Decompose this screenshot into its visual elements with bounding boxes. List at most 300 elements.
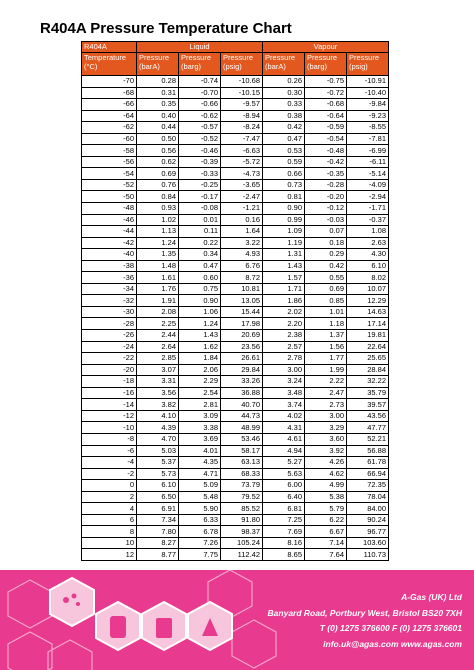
footer-banner [0, 570, 474, 670]
company-address: Banyard Road, Portbury West, Bristol BS20 7XH [267, 607, 462, 618]
vapour-bara-cell: 3.74 [263, 399, 305, 411]
table-row [82, 306, 389, 318]
vapour-bara-cell: 0.90 [263, 203, 305, 215]
liquid-psig-cell: 68.33 [221, 468, 263, 480]
vapour-psig-cell: 17.14 [347, 318, 389, 330]
vapour-bara-cell: 8.16 [263, 537, 305, 549]
cylinder-icon [110, 616, 126, 638]
liquid-barg-cell: -0.70 [179, 87, 221, 99]
temperature-cell: -50 [82, 191, 137, 203]
vapour-barg-cell: -0.20 [305, 191, 347, 203]
liquid-psig-cell: -4.73 [221, 168, 263, 180]
table-row [82, 87, 389, 99]
table-row [82, 387, 389, 399]
vapour-psig-cell: 12.29 [347, 295, 389, 307]
vapour-bara-cell: 7.25 [263, 514, 305, 526]
liquid-psig-cell: 1.64 [221, 226, 263, 238]
liquid-psig-cell: 63.13 [221, 457, 263, 469]
liquid-bara-cell: 0.93 [137, 203, 179, 215]
temperature-cell: -12 [82, 410, 137, 422]
liquid-bara-cell: 3.56 [137, 387, 179, 399]
liquid-barg-cell: 0.11 [179, 226, 221, 238]
liquid-bara-cell: 0.56 [137, 145, 179, 157]
temperature-cell: -38 [82, 260, 137, 272]
table-row [82, 399, 389, 411]
page-title: R404A Pressure Temperature Chart [40, 20, 292, 37]
temperature-cell: 6 [82, 514, 137, 526]
table-row [82, 410, 389, 422]
temperature-cell: -42 [82, 237, 137, 249]
vapour-psig-cell: 66.94 [347, 468, 389, 480]
vapour-psig-cell: 78.04 [347, 491, 389, 503]
vapour-psig-cell: 43.56 [347, 410, 389, 422]
liquid-psig-cell: 17.98 [221, 318, 263, 330]
column-header-temperature: Temperature (°C) [82, 53, 137, 76]
liquid-bara-cell: 0.31 [137, 87, 179, 99]
vapour-barg-cell: 1.18 [305, 318, 347, 330]
vapour-barg-cell: -0.64 [305, 110, 347, 122]
vapour-bara-cell: 2.20 [263, 318, 305, 330]
vapour-barg-cell: 1.56 [305, 341, 347, 353]
temperature-cell: -56 [82, 156, 137, 168]
temperature-cell: -22 [82, 353, 137, 365]
vapour-bara-cell: 1.71 [263, 283, 305, 295]
vapour-barg-cell: -0.68 [305, 99, 347, 111]
vapour-psig-cell: 90.24 [347, 514, 389, 526]
liquid-barg-cell: -0.62 [179, 110, 221, 122]
vapour-psig-cell: 32.22 [347, 376, 389, 388]
vapour-barg-cell: 7.64 [305, 549, 347, 561]
table-row [82, 480, 389, 492]
liquid-barg-cell: 1.62 [179, 341, 221, 353]
temperature-cell: 12 [82, 549, 137, 561]
temperature-cell: -16 [82, 387, 137, 399]
table-row [82, 364, 389, 376]
column-header-vapour-psig: Pressure (psig) [347, 53, 389, 76]
vapour-bara-cell: 6.81 [263, 503, 305, 515]
liquid-bara-cell: 1.76 [137, 283, 179, 295]
liquid-bara-cell: 1.48 [137, 260, 179, 272]
table-row [82, 376, 389, 388]
vapour-bara-cell: 0.26 [263, 76, 305, 88]
liquid-psig-cell: -9.57 [221, 99, 263, 111]
liquid-barg-cell: 5.48 [179, 491, 221, 503]
vapour-psig-cell: -0.37 [347, 214, 389, 226]
vapour-barg-cell: 2.73 [305, 399, 347, 411]
liquid-barg-cell: -0.17 [179, 191, 221, 203]
vapour-barg-cell: -0.59 [305, 122, 347, 134]
liquid-psig-cell: 13.05 [221, 295, 263, 307]
liquid-barg-cell: -0.66 [179, 99, 221, 111]
temperature-cell: -60 [82, 133, 137, 145]
liquid-psig-cell: 98.37 [221, 526, 263, 538]
vapour-psig-cell: 39.57 [347, 399, 389, 411]
vapour-bara-cell: 2.38 [263, 330, 305, 342]
vapour-bara-cell: 5.63 [263, 468, 305, 480]
column-header-liquid-bara: Pressure (barA) [137, 53, 179, 76]
table-row [82, 272, 389, 284]
table-row [82, 76, 389, 88]
liquid-psig-cell: 44.73 [221, 410, 263, 422]
liquid-psig-cell: 0.16 [221, 214, 263, 226]
table-row [82, 503, 389, 515]
vapour-psig-cell: 2.63 [347, 237, 389, 249]
vapour-bara-cell: 0.30 [263, 87, 305, 99]
liquid-psig-cell: 6.76 [221, 260, 263, 272]
liquid-bara-cell: 0.69 [137, 168, 179, 180]
liquid-psig-cell: 4.93 [221, 249, 263, 261]
liquid-psig-cell: 10.81 [221, 283, 263, 295]
table-row [82, 133, 389, 145]
liquid-bara-cell: 5.73 [137, 468, 179, 480]
temperature-cell: -48 [82, 203, 137, 215]
table-row [82, 203, 389, 215]
vapour-bara-cell: 0.99 [263, 214, 305, 226]
table-row [82, 237, 389, 249]
column-header-liquid-barg: Pressure (barg) [179, 53, 221, 76]
liquid-psig-cell: 48.99 [221, 422, 263, 434]
vapour-barg-cell: 2.47 [305, 387, 347, 399]
vapour-barg-cell: 0.18 [305, 237, 347, 249]
temperature-cell: -26 [82, 330, 137, 342]
temperature-cell: -68 [82, 87, 137, 99]
table-row [82, 491, 389, 503]
vapour-barg-cell: 1.77 [305, 353, 347, 365]
vapour-barg-cell: 5.38 [305, 491, 347, 503]
column-header-vapour-barg: Pressure (barg) [305, 53, 347, 76]
vapour-psig-cell: 56.88 [347, 445, 389, 457]
liquid-group-header: Liquid [137, 42, 263, 53]
table-row [82, 99, 389, 111]
liquid-bara-cell: 4.70 [137, 433, 179, 445]
liquid-bara-cell: 0.50 [137, 133, 179, 145]
liquid-psig-cell: 33.26 [221, 376, 263, 388]
temperature-cell: -62 [82, 122, 137, 134]
vapour-bara-cell: 2.78 [263, 353, 305, 365]
table-row [82, 110, 389, 122]
liquid-barg-cell: 4.01 [179, 445, 221, 457]
liquid-psig-cell: -3.65 [221, 179, 263, 191]
temperature-cell: -8 [82, 433, 137, 445]
vapour-barg-cell: -0.48 [305, 145, 347, 157]
liquid-barg-cell: -0.39 [179, 156, 221, 168]
liquid-psig-cell: 85.52 [221, 503, 263, 515]
liquid-barg-cell: -0.52 [179, 133, 221, 145]
vapour-psig-cell: -1.71 [347, 203, 389, 215]
temperature-cell: -24 [82, 341, 137, 353]
vapour-group-header: Vapour [263, 42, 389, 53]
liquid-psig-cell: 40.70 [221, 399, 263, 411]
liquid-barg-cell: 2.54 [179, 387, 221, 399]
temperature-cell: -58 [82, 145, 137, 157]
vapour-bara-cell: 0.47 [263, 133, 305, 145]
vapour-barg-cell: -0.12 [305, 203, 347, 215]
vapour-barg-cell: 3.60 [305, 433, 347, 445]
liquid-barg-cell: -0.25 [179, 179, 221, 191]
vapour-psig-cell: -10.91 [347, 76, 389, 88]
vapour-bara-cell: 3.48 [263, 387, 305, 399]
temperature-cell: -30 [82, 306, 137, 318]
liquid-bara-cell: 1.24 [137, 237, 179, 249]
table-row [82, 330, 389, 342]
vapour-bara-cell: 3.00 [263, 364, 305, 376]
table-row [82, 226, 389, 238]
temperature-cell: -52 [82, 179, 137, 191]
liquid-psig-cell: -7.47 [221, 133, 263, 145]
vapour-barg-cell: 0.85 [305, 295, 347, 307]
vapour-psig-cell: 110.73 [347, 549, 389, 561]
company-email-web: info.uk@agas.com www.agas.com [323, 638, 462, 649]
vapour-psig-cell: 25.65 [347, 353, 389, 365]
table-row [82, 457, 389, 469]
vapour-barg-cell: -0.75 [305, 76, 347, 88]
vapour-barg-cell: 4.99 [305, 480, 347, 492]
liquid-bara-cell: 1.13 [137, 226, 179, 238]
vapour-barg-cell: 1.01 [305, 306, 347, 318]
liquid-barg-cell: 3.09 [179, 410, 221, 422]
liquid-barg-cell: 2.06 [179, 364, 221, 376]
liquid-bara-cell: 2.64 [137, 341, 179, 353]
temperature-cell: -10 [82, 422, 137, 434]
liquid-barg-cell: 2.29 [179, 376, 221, 388]
table-row [82, 433, 389, 445]
liquid-bara-cell: 6.10 [137, 480, 179, 492]
vapour-barg-cell: 0.69 [305, 283, 347, 295]
liquid-barg-cell: 0.47 [179, 260, 221, 272]
temperature-cell: -4 [82, 457, 137, 469]
table-row [82, 260, 389, 272]
liquid-psig-cell: 105.24 [221, 537, 263, 549]
vapour-barg-cell: 0.29 [305, 249, 347, 261]
liquid-psig-cell: -8.94 [221, 110, 263, 122]
vapour-bara-cell: 1.19 [263, 237, 305, 249]
table-row [82, 468, 389, 480]
vapour-psig-cell: 96.77 [347, 526, 389, 538]
contact-block [268, 590, 462, 652]
liquid-bara-cell: 0.62 [137, 156, 179, 168]
liquid-bara-cell: 8.77 [137, 549, 179, 561]
liquid-bara-cell: 0.84 [137, 191, 179, 203]
vapour-bara-cell: 0.33 [263, 99, 305, 111]
vapour-bara-cell: 1.43 [263, 260, 305, 272]
liquid-bara-cell: 0.40 [137, 110, 179, 122]
vapour-psig-cell: -9.84 [347, 99, 389, 111]
liquid-bara-cell: 5.37 [137, 457, 179, 469]
liquid-bara-cell: 7.34 [137, 514, 179, 526]
table-row [82, 514, 389, 526]
liquid-barg-cell: 6.33 [179, 514, 221, 526]
liquid-bara-cell: 2.08 [137, 306, 179, 318]
table-row [82, 179, 389, 191]
liquid-psig-cell: 73.79 [221, 480, 263, 492]
vapour-bara-cell: 6.40 [263, 491, 305, 503]
table-row [82, 295, 389, 307]
vapour-barg-cell: 0.07 [305, 226, 347, 238]
liquid-barg-cell: 5.09 [179, 480, 221, 492]
temperature-cell: -54 [82, 168, 137, 180]
temperature-cell: -70 [82, 76, 137, 88]
vapour-barg-cell: 2.22 [305, 376, 347, 388]
temperature-cell: -18 [82, 376, 137, 388]
vapour-psig-cell: 4.30 [347, 249, 389, 261]
temperature-cell: -28 [82, 318, 137, 330]
vapour-psig-cell: -2.94 [347, 191, 389, 203]
table-row [82, 341, 389, 353]
temperature-cell: -40 [82, 249, 137, 261]
snowflake-icon [63, 597, 69, 603]
liquid-psig-cell: -10.68 [221, 76, 263, 88]
temperature-cell: -44 [82, 226, 137, 238]
vapour-psig-cell: 35.79 [347, 387, 389, 399]
liquid-bara-cell: 0.28 [137, 76, 179, 88]
liquid-bara-cell: 1.02 [137, 214, 179, 226]
liquid-bara-cell: 6.91 [137, 503, 179, 515]
temperature-cell: 10 [82, 537, 137, 549]
liquid-bara-cell: 0.44 [137, 122, 179, 134]
temperature-cell: -2 [82, 468, 137, 480]
liquid-bara-cell: 1.35 [137, 249, 179, 261]
liquid-bara-cell: 6.50 [137, 491, 179, 503]
column-header-vapour-bara: Pressure (barA) [263, 53, 305, 76]
vapour-psig-cell: 22.64 [347, 341, 389, 353]
vapour-bara-cell: 0.66 [263, 168, 305, 180]
temperature-cell: 4 [82, 503, 137, 515]
liquid-barg-cell: 0.75 [179, 283, 221, 295]
vapour-barg-cell: 4.62 [305, 468, 347, 480]
liquid-psig-cell: 36.88 [221, 387, 263, 399]
liquid-psig-cell: 79.52 [221, 491, 263, 503]
vapour-barg-cell: 1.37 [305, 330, 347, 342]
liquid-barg-cell: 0.60 [179, 272, 221, 284]
pressure-temperature-table [81, 41, 389, 561]
vapour-psig-cell: 72.35 [347, 480, 389, 492]
vapour-psig-cell: 8.02 [347, 272, 389, 284]
table-row [82, 283, 389, 295]
liquid-barg-cell: 1.24 [179, 318, 221, 330]
liquid-barg-cell: 7.75 [179, 549, 221, 561]
vapour-barg-cell: -0.35 [305, 168, 347, 180]
liquid-barg-cell: -0.57 [179, 122, 221, 134]
liquid-psig-cell: -2.47 [221, 191, 263, 203]
liquid-psig-cell: 20.69 [221, 330, 263, 342]
vapour-bara-cell: 3.24 [263, 376, 305, 388]
hexagon-icons [0, 570, 280, 670]
vapour-bara-cell: 4.31 [263, 422, 305, 434]
liquid-bara-cell: 7.80 [137, 526, 179, 538]
temperature-cell: -36 [82, 272, 137, 284]
table-row [82, 168, 389, 180]
vapour-barg-cell: 6.22 [305, 514, 347, 526]
liquid-barg-cell: -0.33 [179, 168, 221, 180]
vapour-barg-cell: -0.28 [305, 179, 347, 191]
liquid-bara-cell: 2.85 [137, 353, 179, 365]
liquid-barg-cell: -0.46 [179, 145, 221, 157]
vapour-psig-cell: 19.81 [347, 330, 389, 342]
table-row [82, 549, 389, 561]
vapour-psig-cell: 1.08 [347, 226, 389, 238]
table-row [82, 422, 389, 434]
vapour-bara-cell: 4.02 [263, 410, 305, 422]
temperature-cell: -32 [82, 295, 137, 307]
vapour-psig-cell: -10.40 [347, 87, 389, 99]
liquid-psig-cell: -10.15 [221, 87, 263, 99]
company-phones: T (0) 1275 376600 F (0) 1275 376601 [319, 623, 462, 633]
vapour-psig-cell: 61.78 [347, 457, 389, 469]
vapour-bara-cell: 0.59 [263, 156, 305, 168]
temperature-cell: 0 [82, 480, 137, 492]
liquid-psig-cell: -5.72 [221, 156, 263, 168]
temperature-cell: -20 [82, 364, 137, 376]
vapour-bara-cell: 0.81 [263, 191, 305, 203]
vapour-psig-cell: -8.55 [347, 122, 389, 134]
vapour-psig-cell: 28.84 [347, 364, 389, 376]
liquid-bara-cell: 3.31 [137, 376, 179, 388]
liquid-barg-cell: 4.71 [179, 468, 221, 480]
table-body [82, 76, 389, 561]
temperature-cell: -6 [82, 445, 137, 457]
liquid-barg-cell: -0.08 [179, 203, 221, 215]
temperature-cell: -34 [82, 283, 137, 295]
liquid-psig-cell: 29.84 [221, 364, 263, 376]
vapour-barg-cell: 4.26 [305, 457, 347, 469]
vapour-barg-cell: -0.72 [305, 87, 347, 99]
canister-icon [156, 618, 172, 638]
liquid-barg-cell: 0.01 [179, 214, 221, 226]
liquid-bara-cell: 4.39 [137, 422, 179, 434]
table-row [82, 249, 389, 261]
table-row [82, 156, 389, 168]
liquid-barg-cell: 0.22 [179, 237, 221, 249]
liquid-barg-cell: 7.26 [179, 537, 221, 549]
liquid-psig-cell: -6.63 [221, 145, 263, 157]
table-row [82, 526, 389, 538]
vapour-bara-cell: 6.00 [263, 480, 305, 492]
vapour-psig-cell: -6.11 [347, 156, 389, 168]
liquid-psig-cell: 26.61 [221, 353, 263, 365]
table-row [82, 537, 389, 549]
liquid-barg-cell: 0.90 [179, 295, 221, 307]
table-row [82, 145, 389, 157]
vapour-bara-cell: 7.69 [263, 526, 305, 538]
liquid-psig-cell: 23.56 [221, 341, 263, 353]
vapour-barg-cell: 5.79 [305, 503, 347, 515]
temperature-cell: -64 [82, 110, 137, 122]
liquid-barg-cell: 6.78 [179, 526, 221, 538]
vapour-bara-cell: 5.27 [263, 457, 305, 469]
vapour-barg-cell: 3.29 [305, 422, 347, 434]
liquid-bara-cell: 8.27 [137, 537, 179, 549]
table-row [82, 353, 389, 365]
vapour-barg-cell: 6.67 [305, 526, 347, 538]
vapour-bara-cell: 1.31 [263, 249, 305, 261]
vapour-psig-cell: 47.77 [347, 422, 389, 434]
table-row [82, 318, 389, 330]
liquid-psig-cell: 3.22 [221, 237, 263, 249]
liquid-barg-cell: 2.81 [179, 399, 221, 411]
refrigerant-label: R404A [82, 42, 137, 53]
liquid-bara-cell: 1.61 [137, 272, 179, 284]
vapour-bara-cell: 1.86 [263, 295, 305, 307]
liquid-barg-cell: 3.38 [179, 422, 221, 434]
liquid-psig-cell: 112.42 [221, 549, 263, 561]
vapour-psig-cell: 6.10 [347, 260, 389, 272]
vapour-barg-cell: 0.55 [305, 272, 347, 284]
temperature-cell: -66 [82, 99, 137, 111]
liquid-psig-cell: -1.21 [221, 203, 263, 215]
vapour-barg-cell: -0.03 [305, 214, 347, 226]
vapour-bara-cell: 8.65 [263, 549, 305, 561]
temperature-cell: 8 [82, 526, 137, 538]
